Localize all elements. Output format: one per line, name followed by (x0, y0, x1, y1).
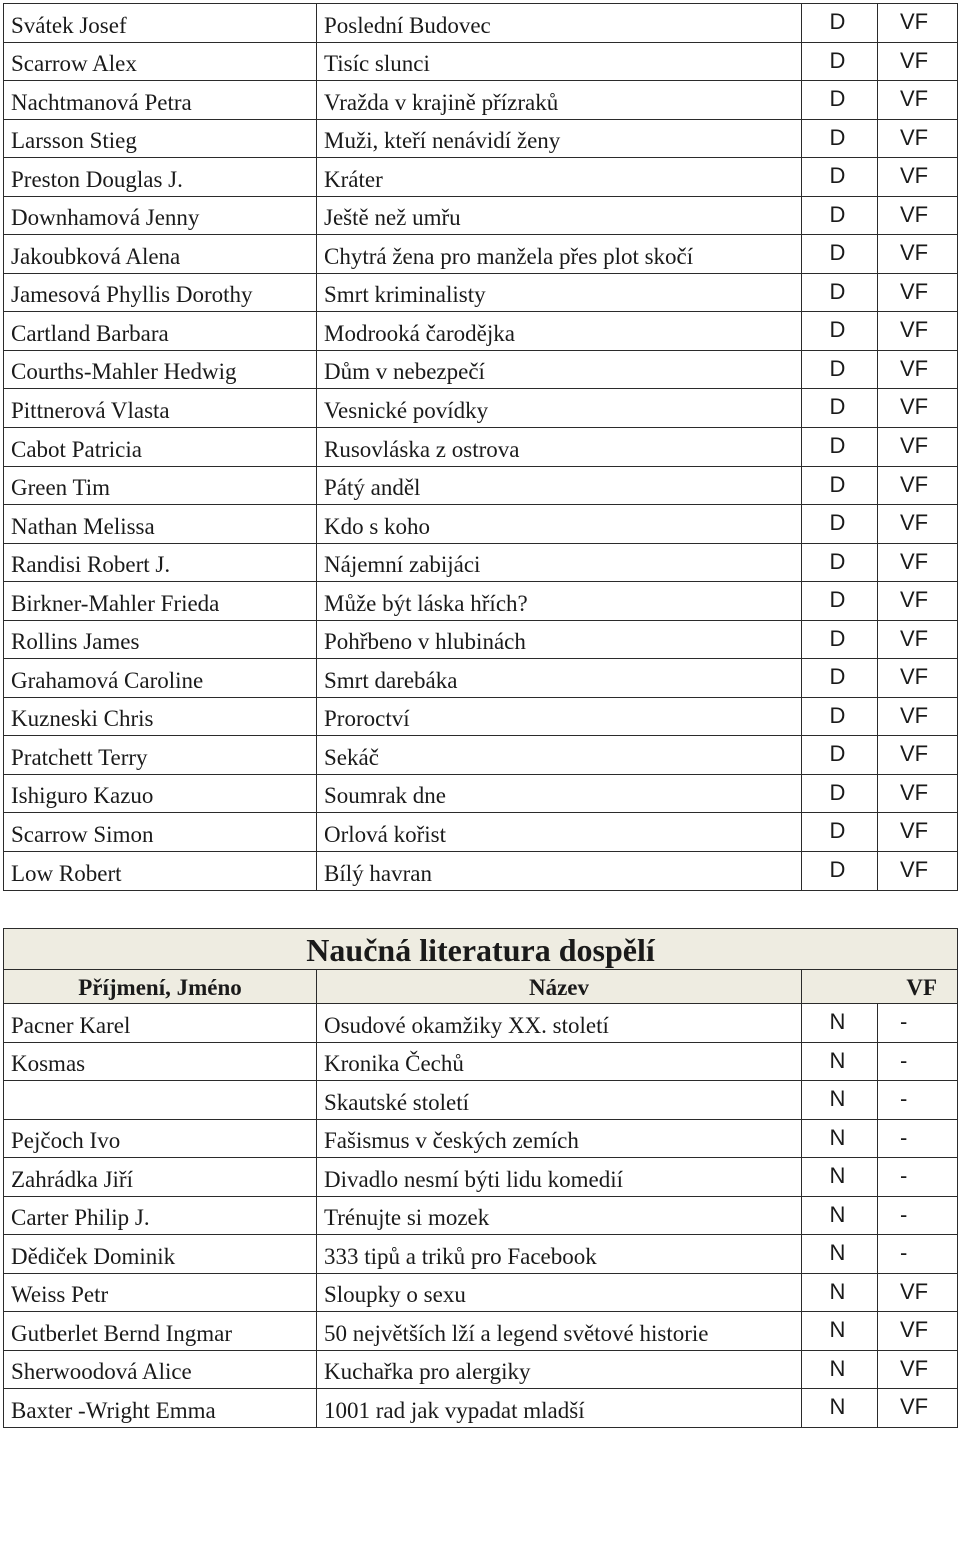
vf-cell: - (878, 1004, 958, 1043)
table-row (4, 42, 958, 81)
vf-cell: VF (878, 505, 958, 544)
vf-cell: VF (878, 312, 958, 351)
title-cell: Proroctví (317, 697, 802, 736)
author-cell: Nathan Melissa (4, 505, 317, 544)
author-cell: Low Robert (4, 852, 317, 891)
table-row (4, 389, 958, 428)
title-cell: Nájemní zabijáci (317, 543, 802, 582)
author-cell: Baxter -Wright Emma (4, 1389, 317, 1428)
author-cell: Pittnerová Vlasta (4, 389, 317, 428)
title-cell: Sloupky o sexu (317, 1273, 802, 1312)
table-row (4, 543, 958, 582)
type-cell: D (802, 659, 878, 698)
author-cell: Scarrow Simon (4, 813, 317, 852)
title-cell: Pátý anděl (317, 466, 802, 505)
type-cell: D (802, 736, 878, 775)
type-cell: D (802, 158, 878, 197)
vf-cell: - (878, 1081, 958, 1120)
table-row (4, 1389, 958, 1428)
title-cell: Dům v nebezpečí (317, 350, 802, 389)
author-cell: Kuzneski Chris (4, 697, 317, 736)
author-cell: Weiss Petr (4, 1273, 317, 1312)
type-cell: D (802, 273, 878, 312)
type-cell: D (802, 466, 878, 505)
vf-cell: - (878, 1235, 958, 1274)
type-cell: D (802, 4, 878, 43)
author-cell (4, 1081, 317, 1120)
vf-cell: VF (878, 1389, 958, 1428)
table-row (4, 1350, 958, 1389)
type-cell: D (802, 620, 878, 659)
author-cell: Svátek Josef (4, 4, 317, 43)
type-cell: D (802, 428, 878, 467)
table-row (4, 273, 958, 312)
title-cell: Fašismus v českých zemích (317, 1119, 802, 1158)
type-cell: D (802, 813, 878, 852)
type-cell: N (802, 1158, 878, 1197)
vf-cell: VF (878, 235, 958, 274)
type-cell: N (802, 1196, 878, 1235)
table-row (4, 659, 958, 698)
vf-cell: VF (878, 543, 958, 582)
vf-cell: VF (878, 4, 958, 43)
title-cell: Bílý havran (317, 852, 802, 891)
title-cell: Smrt kriminalisty (317, 273, 802, 312)
vf-cell: - (878, 1158, 958, 1197)
vf-cell: VF (878, 1312, 958, 1351)
title-cell: Orlová kořist (317, 813, 802, 852)
title-cell: 333 tipů a triků pro Facebook (317, 1235, 802, 1274)
title-cell: Muži, kteří nenávidí ženy (317, 119, 802, 158)
vf-cell: VF (878, 852, 958, 891)
title-cell: Vražda v krajině přízraků (317, 81, 802, 120)
vf-cell: VF (878, 1350, 958, 1389)
author-cell: Pejčoch Ivo (4, 1119, 317, 1158)
table-row (4, 81, 958, 120)
title-cell: Tisíc slunci (317, 42, 802, 81)
title-cell: Pohřbeno v hlubinách (317, 620, 802, 659)
author-cell: Downhamová Jenny (4, 196, 317, 235)
author-cell: Rollins James (4, 620, 317, 659)
author-cell: Dědiček Dominik (4, 1235, 317, 1274)
table-row (4, 1158, 958, 1197)
vf-cell: VF (878, 81, 958, 120)
title-cell: Kráter (317, 158, 802, 197)
vf-cell: - (878, 1119, 958, 1158)
type-cell: D (802, 852, 878, 891)
author-cell: Preston Douglas J. (4, 158, 317, 197)
title-cell: Osudové okamžiky XX. století (317, 1004, 802, 1043)
author-cell: Grahamová Caroline (4, 659, 317, 698)
table-row (4, 697, 958, 736)
title-cell: Sekáč (317, 736, 802, 775)
type-cell: D (802, 42, 878, 81)
vf-cell: VF (878, 196, 958, 235)
table-row (4, 1119, 958, 1158)
vf-cell: VF (878, 659, 958, 698)
author-cell: Larsson Stieg (4, 119, 317, 158)
table-row (4, 1196, 958, 1235)
author-cell: Scarrow Alex (4, 42, 317, 81)
type-cell: D (802, 235, 878, 274)
title-cell: Soumrak dne (317, 774, 802, 813)
author-cell: Green Tim (4, 466, 317, 505)
table-row (4, 4, 958, 43)
title-cell: Může být láska hřích? (317, 582, 802, 621)
type-cell: N (802, 1235, 878, 1274)
author-cell: Jamesová Phyllis Dorothy (4, 273, 317, 312)
type-cell: N (802, 1042, 878, 1081)
author-cell: Pratchett Terry (4, 736, 317, 775)
table-row (4, 1235, 958, 1274)
author-cell: Zahrádka Jiří (4, 1158, 317, 1197)
type-cell: D (802, 543, 878, 582)
vf-cell: VF (878, 158, 958, 197)
author-cell: Nachtmanová Petra (4, 81, 317, 120)
section-title: Naučná literatura dospělí (4, 929, 958, 970)
vf-cell: VF (878, 697, 958, 736)
type-cell: D (802, 389, 878, 428)
table-row (4, 582, 958, 621)
type-cell: D (802, 196, 878, 235)
type-cell: D (802, 505, 878, 544)
vf-cell: - (878, 1042, 958, 1081)
table-row (4, 1312, 958, 1351)
vf-cell: VF (878, 389, 958, 428)
title-cell: Rusovláska z ostrova (317, 428, 802, 467)
type-cell: D (802, 81, 878, 120)
table-row (4, 813, 958, 852)
table-row (4, 736, 958, 775)
vf-cell: VF (878, 350, 958, 389)
header-title: Název (317, 970, 802, 1004)
table-row (4, 1042, 958, 1081)
author-cell: Sherwoodová Alice (4, 1350, 317, 1389)
title-cell: Smrt darebáka (317, 659, 802, 698)
type-cell: N (802, 1312, 878, 1351)
author-cell: Gutberlet Bernd Ingmar (4, 1312, 317, 1351)
title-cell: Kdo s koho (317, 505, 802, 544)
author-cell: Randisi Robert J. (4, 543, 317, 582)
type-cell: N (802, 1273, 878, 1312)
table-row (4, 852, 958, 891)
vf-cell: VF (878, 428, 958, 467)
vf-cell: VF (878, 813, 958, 852)
table-row (4, 1081, 958, 1120)
title-cell: Ještě než umřu (317, 196, 802, 235)
table-row (4, 196, 958, 235)
nonfiction-table (3, 928, 958, 1428)
table-row (4, 235, 958, 274)
section-title-row (4, 929, 958, 970)
fiction-table-body (4, 4, 958, 891)
author-cell: Kosmas (4, 1042, 317, 1081)
vf-cell: VF (878, 273, 958, 312)
table-row (4, 1273, 958, 1312)
title-cell: Kronika Čechů (317, 1042, 802, 1081)
nonfiction-table-body (4, 929, 958, 1428)
table-row (4, 312, 958, 351)
title-cell: Vesnické povídky (317, 389, 802, 428)
type-cell: D (802, 774, 878, 813)
table-row (4, 505, 958, 544)
author-cell: Birkner-Mahler Frieda (4, 582, 317, 621)
vf-cell: VF (878, 774, 958, 813)
vf-cell: VF (878, 42, 958, 81)
type-cell: D (802, 350, 878, 389)
header-author: Příjmení, Jméno (4, 970, 317, 1004)
vf-cell: VF (878, 620, 958, 659)
vf-cell: VF (878, 466, 958, 505)
table-row (4, 428, 958, 467)
type-cell: N (802, 1081, 878, 1120)
type-cell: D (802, 119, 878, 158)
type-cell: D (802, 697, 878, 736)
vf-cell: VF (878, 582, 958, 621)
header-vf: VF (802, 970, 958, 1004)
table-row (4, 350, 958, 389)
title-cell: Modrooká čarodějka (317, 312, 802, 351)
vf-cell: VF (878, 1273, 958, 1312)
author-cell: Courths-Mahler Hedwig (4, 350, 317, 389)
fiction-table (3, 3, 958, 891)
table-row (4, 620, 958, 659)
author-cell: Cartland Barbara (4, 312, 317, 351)
table-row (4, 119, 958, 158)
title-cell: Kuchařka pro alergiky (317, 1350, 802, 1389)
table-row (4, 774, 958, 813)
table-row (4, 466, 958, 505)
title-cell: Chytrá žena pro manžela přes plot skočí (317, 235, 802, 274)
type-cell: N (802, 1004, 878, 1043)
type-cell: N (802, 1389, 878, 1428)
vf-cell: - (878, 1196, 958, 1235)
author-cell: Ishiguro Kazuo (4, 774, 317, 813)
type-cell: N (802, 1119, 878, 1158)
header-row (4, 970, 958, 1004)
author-cell: Jakoubková Alena (4, 235, 317, 274)
title-cell: 1001 rad jak vypadat mladší (317, 1389, 802, 1428)
author-cell: Cabot Patricia (4, 428, 317, 467)
vf-cell: VF (878, 736, 958, 775)
vf-cell: VF (878, 119, 958, 158)
title-cell: Poslední Budovec (317, 4, 802, 43)
type-cell: N (802, 1350, 878, 1389)
author-cell: Carter Philip J. (4, 1196, 317, 1235)
type-cell: D (802, 312, 878, 351)
title-cell: Skautské století (317, 1081, 802, 1120)
table-row (4, 1004, 958, 1043)
author-cell: Pacner Karel (4, 1004, 317, 1043)
title-cell: Trénujte si mozek (317, 1196, 802, 1235)
title-cell: Divadlo nesmí býti lidu komedií (317, 1158, 802, 1197)
title-cell: 50 největších lží a legend světové historie (317, 1312, 802, 1351)
type-cell: D (802, 582, 878, 621)
table-row (4, 158, 958, 197)
